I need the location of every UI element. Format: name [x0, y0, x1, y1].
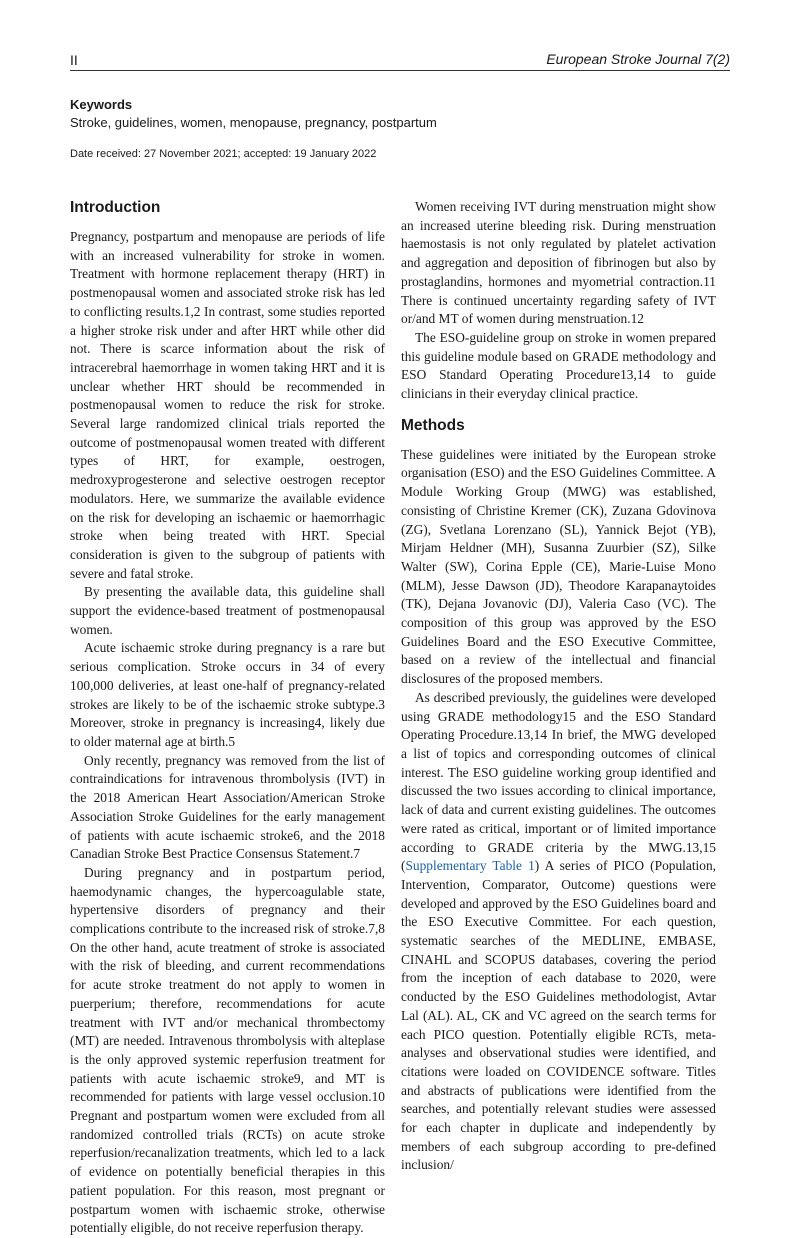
running-header [70, 50, 730, 71]
methods-paragraph-2-continuation: ) A series of PICO (Population, Intervention, Comparator, Outcome) questions were developed and approved by the ESO Guidelines board and the ESO Executive Committee. For each question, systematic searches of the MEDLINE, EMBASE, CINAHL and SCOPUS databases, covering the period from the inception of each database to 2020, were conducted by the ESO Guidelines methodologist, Avtar Lal (AL). AL, CK and VC agreed on the search terms for each PICO question. Potentially eligible RCTs, meta-analyses and observational studies were identified, and citations were loaded on COVIDENCE software. Titles and abstracts of publications were identified from the searches, and potentially relevant studies were assessed for each chapter in duplicate and independently by members of each subgroup according to pre-defined inclusion/ [401, 858, 716, 1173]
intro-paragraph-4: Only recently, pregnancy was removed from the list of contraindications for intravenous thrombolysis (IVT) in the 2018 American Heart Association/American Stroke Association Stroke Guidelines for the early management of patients with acute ischaemic stroke6, and the 2018 Canadian Stroke Best Practice Consensus Statement.7 [70, 752, 385, 862]
journal-citation: European Stroke Journal 7(2) [546, 51, 730, 67]
supplementary-table-link[interactable]: Supplementary Table 1 [405, 858, 535, 874]
intro-paragraph-3: Acute ischaemic stroke during pregnancy is a rare but serious complication. Stroke occurs in 34 of every 100,000 deliveries, at least one-half of pregnancy-related strokes are likely to be of the ischaemic stroke subtype.3 Moreover, stroke in pregnancy is increasing4, likely due to older maternal age at birth.5 [70, 640, 385, 749]
intro-paragraph-1: Pregnancy, postpartum and menopause are periods of life with an increased vulnerability for stroke in women. Treatment with hormone replacement therapy (HRT) in postmenopausal women and associated stroke risk has led to conflicting results.1,2 In contrast, some studies reported a higher stroke risk under and after HRT while other did not. There is scarce information about the risk of intracerebral haemorrhage in women taking HRT and it is unclear whether HRT should be recommended in postmenopausal women to reduce the risk for stroke. Several large randomized clinical trials reported the outcome of postmenopausal women treated with different types of HRT, for example, oestrogen, medroxyprogesterone and selective oestrogen receptor modulators. Here, we summarize the available evidence on the risk for developing an ischaemic or haemorrhagic stroke when being treated with HRT. Special consideration is given to the subgroup of patients with severe and fatal stroke. [70, 229, 385, 581]
methods-paragraph-2-text: As described previously, the guidelines were developed using GRADE methodology15 and the ESO Standard Operating Procedure.13,14 In brief, the MWG developed a list of topics and corresponding outcomes of clinical interest. The ESO guideline working group identified and discussed the two issues according to clinical importance, lack of data and current existing guidelines. The outcomes were rated as critical, important or of limited importance according to GRADE criteria by the MWG.13,15 ( [401, 689, 716, 874]
left-column [70, 198, 385, 1238]
intro-paragraph-7: The ESO-guideline group on stroke in women prepared this guideline module based on GRADE methodology and ESO Standard Operating Procedure13,14 to guide clinicians in their everyday clinical practice. [401, 329, 716, 402]
keywords-heading: Keywords [70, 97, 133, 112]
intro-paragraph-5: During pregnancy and in postpartum period, haemodynamic changes, the hypercoagulable state, hypertensive disorders of pregnancy and their complications contribute to the increased risk of stroke.7,8 On the other hand, acute treatment of stroke is associated with the risk of bleeding, and current recommendations for acute stroke treatment do not apply to women in puerperium; therefore, recommendations for acute treatment with IVT and/or mechanical thrombectomy (MT) are needed. Intravenous thrombolysis with alteplase is the only approved systemic reperfusion treatment for patients with acute ischaemic stroke9, and MT is recommended for patients with large vessel occlusion.10 Pregnant and postpartum women were excluded from all randomized controlled trials (RCTs) on acute stroke reperfusion/recanalization treatments, which led to a lack of evidence on potentially beneficial therapies in this patient population. For this reason, most pregnant or postpartum women with ischaemic stroke, otherwise potentially eligible, do not receive reperfusion therapy. [70, 864, 385, 1236]
keywords-list: Stroke, guidelines, women, menopause, pregnancy, postpartum [70, 115, 437, 130]
page-number: II [70, 52, 78, 68]
intro-paragraph-2: By presenting the available data, this guideline shall support the evidence-based treatment of postmenopausal women. [70, 584, 385, 637]
methods-heading: Methods [401, 416, 465, 434]
introduction-heading: Introduction [70, 199, 161, 216]
right-column [401, 198, 716, 1175]
methods-paragraph-2 [401, 689, 716, 1175]
intro-paragraph-6: Women receiving IVT during menstruation might show an increased uterine bleeding risk. During menstruation haemostasis is not only regulated by platelet activation and aggregation and deposition of fibrinogen but also by prostaglandins, hormones and myometrial contraction.11 There is continued uncertainty regarding safety of IVT or/and MT of women during menstruation.12 [401, 199, 716, 327]
methods-paragraph-1: These guidelines were initiated by the European stroke organisation (ESO) and the ESO Guidelines Committee. A Module Working Group (MWG) was established, consisting of Christine Kremer (CK), Zuzana Gdovinova (ZG), Svetlana Lorenzano (SL), Yannick Bejot (YB), Mirjam Heldner (MH), Susanna Zuurbier (SZ), Silke Walter (SW), Corina Epple (CE), Marie-Luise Mono (MLM), Jesse Dawson (JD), Theodore Karapanaytoides (TK), Dejana Jovanovic (DJ), Valeria Caso (VC). The composition of this group was approved by the ESO Guidelines Board and the ESO Executive Committee, based on a review of the intellectual and financial disclosures of the proposed members. [401, 446, 716, 687]
received-accepted-dates: Date received: 27 November 2021; accepted: 19 January 2022 [70, 148, 377, 160]
